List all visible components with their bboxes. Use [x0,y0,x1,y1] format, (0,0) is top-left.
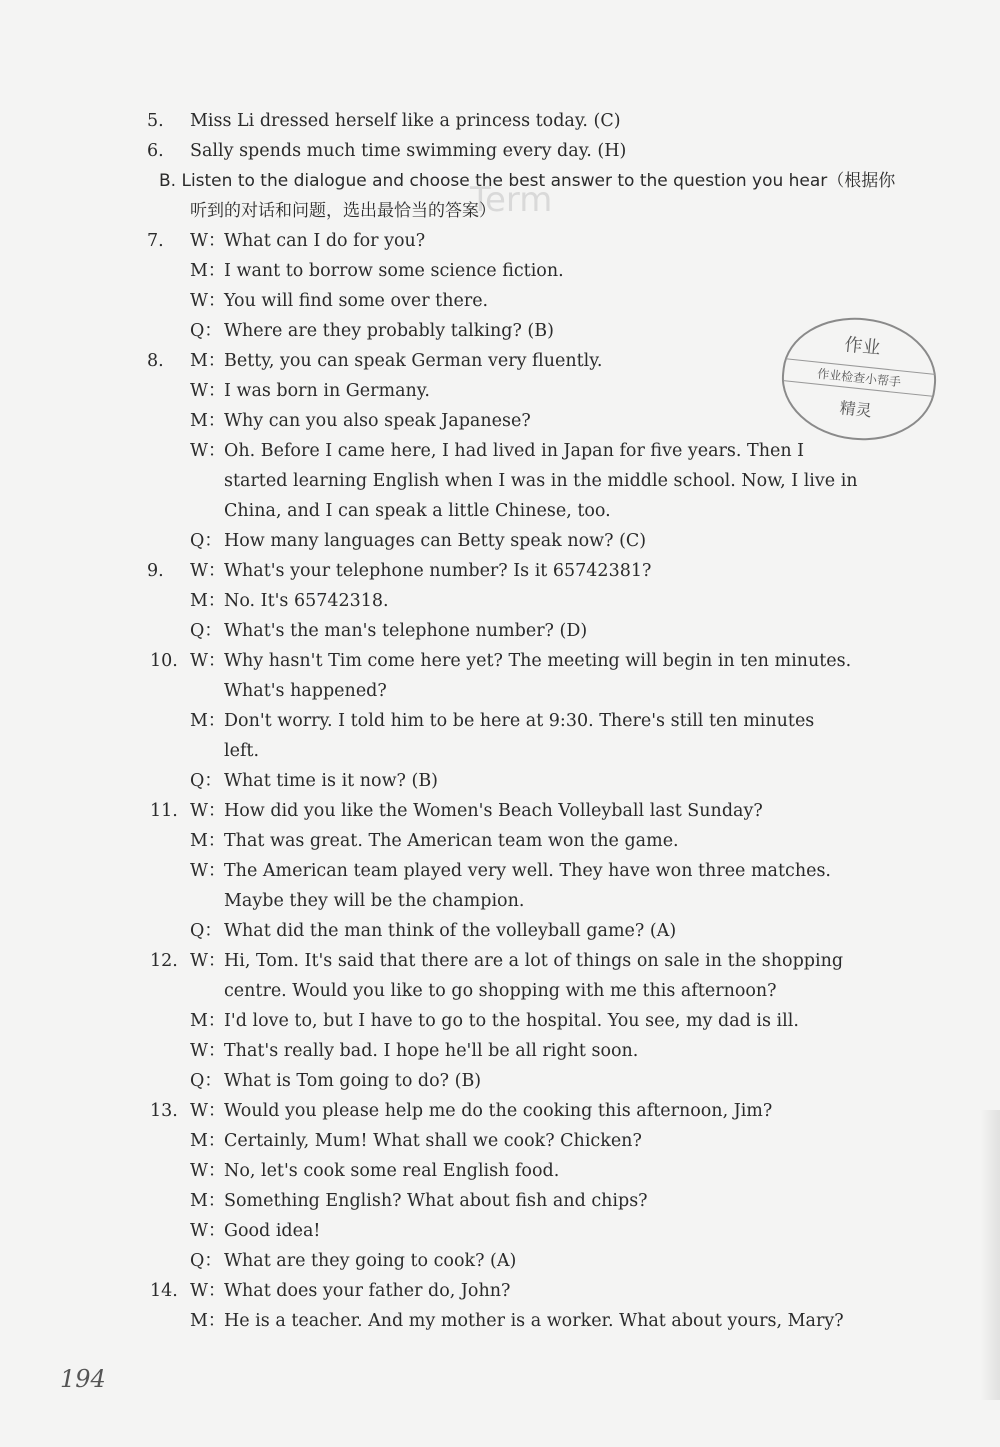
item-number: 14. [150,1281,178,1301]
speaker-label: M： [190,351,226,371]
answer-item [147,106,928,136]
utterance-text: left. [224,741,260,761]
item-number: 5. [147,111,164,131]
utterance-text: No. It's 65742318. [224,591,389,611]
utterance-text: Hi, Tom. It's said that there are a lot of things on sale in the shopping [224,951,844,971]
dialogue-line [160,1216,928,1246]
speaker-label: M： [190,1311,226,1331]
utterance-text: He is a teacher. And my mother is a worker. What about yours, Mary? [224,1311,844,1331]
dialogue-line [160,886,928,916]
speaker-label: M： [190,711,226,731]
item-number: 9. [147,561,164,581]
bleed-through-text: Term [470,180,553,220]
page-edge-shadow [980,1110,1000,1400]
utterance-text: Why hasn't Tim come here yet? The meeting will begin in ten minutes. [224,651,852,671]
dialogue-line [160,676,928,706]
speaker-label: M： [190,831,226,851]
utterance-text: What's the man's telephone number? (D) [224,621,588,641]
dialogue-line [147,556,928,586]
dialogue-line [160,1006,928,1036]
speaker-label: Q： [190,1251,222,1271]
utterance-text: Good idea! [224,1221,321,1241]
answer-item [147,136,928,166]
dialogue-line [150,646,928,676]
speaker-label: W： [190,861,226,881]
utterance-text: What's your telephone number? Is it 65742381? [224,561,652,581]
dialogue-line [160,1066,928,1096]
dialogue-line [150,1276,928,1306]
dialogue-line [160,976,928,1006]
stamp-middle-text: 作业检查小帮手 [783,358,935,397]
item-number: 13. [150,1101,178,1121]
item-number: 7. [147,231,164,251]
item-number: 12. [150,951,178,971]
speaker-label: M： [190,411,226,431]
dialogue-line [160,736,928,766]
utterance-text: That's really bad. I hope he'll be all right soon. [224,1041,639,1061]
utterance-text: What is Tom going to do? (B) [224,1071,482,1091]
speaker-label: Q： [190,621,222,641]
utterance-text: What's happened? [224,681,387,701]
dialogue-line [160,496,928,526]
utterance-text: How did you like the Women's Beach Volleyball last Sunday? [224,801,763,821]
speaker-label: Q： [190,321,222,341]
speaker-label: W： [190,291,226,311]
dialogue-line [160,856,928,886]
dialogue-line [160,1126,928,1156]
speaker-label: W： [190,951,226,971]
speaker-label: M： [190,1011,226,1031]
dialogue-line [160,466,928,496]
speaker-label: M： [190,261,226,281]
utterance-text: Don't worry. I told him to be here at 9:30. There's still ten minutes [224,711,815,731]
utterance-text: What does your father do, John? [224,1281,511,1301]
utterance-text: Certainly, Mum! What shall we cook? Chicken? [224,1131,642,1151]
section-heading-line [160,166,928,196]
item-text: Sally spends much time swimming every day. (H) [190,141,627,161]
utterance-text: Oh. Before I came here, I had lived in Japan for five years. Then I [224,441,805,461]
page-number: 194 [60,1365,106,1393]
item-number: 6. [147,141,164,161]
dialogue-line [160,706,928,736]
speaker-label: W： [190,441,226,461]
dialogue-line [160,1036,928,1066]
dialogue-line [150,946,928,976]
dialogue-line [160,256,928,286]
item-number: 8. [147,351,164,371]
speaker-label: Q： [190,531,222,551]
utterance-text: centre. Would you like to go shopping with me this afternoon? [224,981,777,1001]
section-heading-text: 听到的对话和问题，选出最恰当的答案） [190,201,496,221]
stamp-top-text: 作业 [843,334,882,360]
utterance-text: You will find some over there. [224,291,489,311]
utterance-text: What can I do for you? [224,231,426,251]
item-text: Miss Li dressed herself like a princess today. (C) [190,111,621,131]
section-heading-text: B. Listen to the dialogue and choose the best answer to the question you hear（根据你 [159,171,896,191]
item-number: 11. [150,801,178,821]
utterance-text: I want to borrow some science fiction. [224,261,564,281]
dialogue-line [160,1306,928,1336]
speaker-label: M： [190,1191,226,1211]
speaker-label: W： [190,561,226,581]
utterance-text: I was born in Germany. [224,381,430,401]
speaker-label: Q： [190,1071,222,1091]
utterance-text: What are they going to cook? (A) [224,1251,517,1271]
speaker-label: W： [190,381,226,401]
dialogue-line [160,1186,928,1216]
speaker-label: W： [190,1221,226,1241]
speaker-label: W： [190,801,226,821]
dialogue-line [160,526,928,556]
dialogue-line [160,616,928,646]
dialogue-line [150,1096,928,1126]
speaker-label: W： [190,651,226,671]
utterance-text: That was great. The American team won the game. [224,831,679,851]
dialogue-line [147,226,928,256]
dialogue-line [160,586,928,616]
utterance-text: China, and I can speak a little Chinese, too. [224,501,611,521]
stamp-bottom-text: 精灵 [838,398,873,421]
dialogue-line [160,766,928,796]
utterance-text: The American team played very well. They have won three matches. [224,861,831,881]
answer-key-content [147,106,928,1336]
utterance-text: Something English? What about fish and chips? [224,1191,648,1211]
utterance-text: No, let's cook some real English food. [224,1161,560,1181]
dialogue-line [160,286,928,316]
speaker-label: M： [190,1131,226,1151]
speaker-label: Q： [190,921,222,941]
speaker-label: W： [190,1041,226,1061]
utterance-text: Maybe they will be the champion. [224,891,525,911]
speaker-label: Q： [190,771,222,791]
utterance-text: How many languages can Betty speak now? (C) [224,531,647,551]
item-number: 10. [150,651,178,671]
utterance-text: What time is it now? (B) [224,771,439,791]
dialogue-line [160,436,928,466]
speaker-label: W： [190,1161,226,1181]
utterance-text: Betty, you can speak German very fluently. [224,351,603,371]
utterance-text: Why can you also speak Japanese? [224,411,531,431]
section-heading-line [160,196,928,226]
speaker-label: W： [190,1281,226,1301]
speaker-label: W： [190,231,226,251]
dialogue-line [150,796,928,826]
utterance-text: Where are they probably talking? (B) [224,321,554,341]
dialogue-line [160,826,928,856]
dialogue-line [160,1156,928,1186]
utterance-text: Would you please help me do the cooking this afternoon, Jim? [224,1101,773,1121]
utterance-text: What did the man think of the volleyball game? (A) [224,921,677,941]
utterance-text: started learning English when I was in the middle school. Now, I live in [224,471,858,491]
utterance-text: I'd love to, but I have to go to the hospital. You see, my dad is ill. [224,1011,799,1031]
speaker-label: M： [190,591,226,611]
speaker-label: W： [190,1101,226,1121]
dialogue-line [160,1246,928,1276]
dialogue-line [160,916,928,946]
